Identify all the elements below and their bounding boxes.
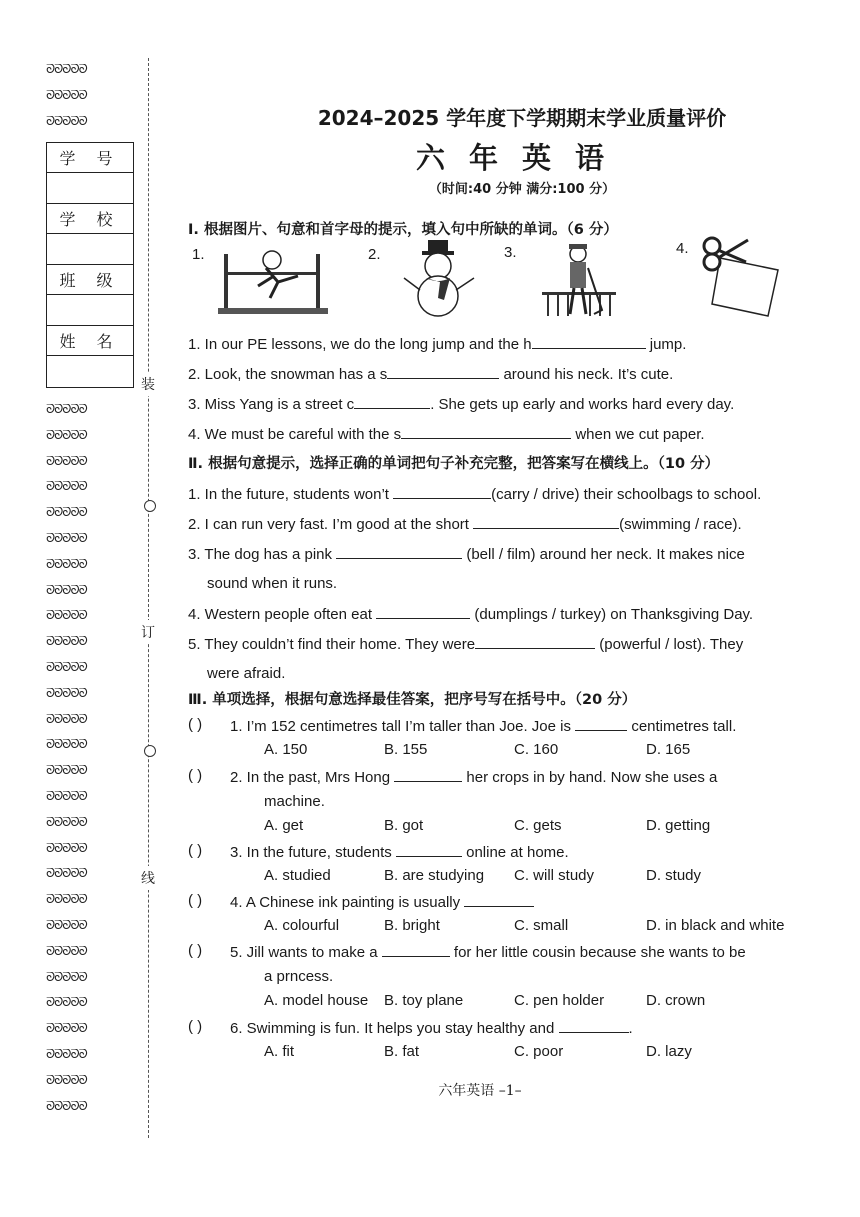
section-3-question <box>230 767 717 788</box>
answer-option[interactable]: B. fat <box>384 1043 420 1060</box>
ornament-row: ᘐᘐᘐᘐᘐ <box>46 610 87 623</box>
ornament-row: ᘐᘐᘐᘐᘐ <box>46 920 87 932</box>
answer-parentheses[interactable]: ( ) <box>188 767 203 784</box>
section-1-heading: Ⅰ. 根据图片、句意和首字母的提示，填入句中所缺的单词。（6 分） <box>188 222 618 238</box>
ornament-row: ᘐᘐᘐᘐᘐ <box>46 1100 87 1113</box>
section-3-heading: Ⅲ. 单项选择，根据句意选择最佳答案，把序号写在括号中。（20 分） <box>188 692 637 708</box>
ornament-row: ᘐᘐᘐᘐᘐ <box>46 1023 87 1036</box>
question-text: 3. In the future, students <box>230 844 396 861</box>
answer-option[interactable]: C. poor <box>514 1043 564 1060</box>
ornament-row: ᘐᘐᘐᘐᘐ <box>46 533 87 545</box>
item-text: 3. The dog has a pink <box>188 546 337 563</box>
question-text: machine. <box>264 793 325 810</box>
answer-option[interactable]: A. 150 <box>264 741 308 758</box>
answer-blank[interactable] <box>532 334 646 349</box>
ornament-row: ᘐᘐᘐᘐᘐ <box>46 945 87 958</box>
item-text: around his neck. It’s cute. <box>499 366 674 383</box>
answer-option[interactable]: A. fit <box>264 1043 295 1060</box>
item-text: (dumplings / turkey) on Thanksgiving Day. <box>470 606 754 623</box>
street-cleaner-icon <box>540 240 618 320</box>
answer-blank[interactable] <box>475 634 595 649</box>
item-text: were afraid. <box>207 665 286 682</box>
answer-parentheses[interactable]: ( ) <box>188 1018 203 1035</box>
item-text: jump. <box>645 336 687 353</box>
ornament-row: ᘐᘐᘐᘐᘐ <box>46 481 87 494</box>
answer-option[interactable]: C. pen holder <box>514 992 605 1009</box>
answer-blank[interactable] <box>393 484 491 499</box>
info-field-class[interactable] <box>47 295 133 326</box>
ornament-row: ᘐᘐᘐᘐᘐ <box>46 636 87 649</box>
item-text: (swimming / race). <box>619 516 742 533</box>
item-text: 1. In our PE lessons, we do the long jump and the h <box>188 336 532 353</box>
ornament-row: ᘐᘐᘐᘐᘐ <box>46 90 87 102</box>
answer-blank[interactable] <box>336 544 462 559</box>
ornament-row: ᘐᘐᘐᘐᘐ <box>46 687 87 700</box>
snowman-scarf-icon <box>398 238 480 318</box>
info-label-name: 姓 名 <box>47 326 133 356</box>
ornament-row: ᘐᘐᘐᘐᘐ <box>46 1049 87 1061</box>
ornament-row: ᘐᘐᘐᘐᘐ <box>46 791 87 803</box>
section-1-item <box>188 364 673 385</box>
item-text: sound when it runs. <box>207 575 338 592</box>
question-text: her crops in by hand. Now she uses a <box>462 769 718 786</box>
answer-option[interactable]: A. get <box>264 817 304 834</box>
answer-option[interactable]: B. got <box>384 817 424 834</box>
item-text: (bell / film) around her neck. It makes nice <box>462 546 745 563</box>
info-field-name[interactable] <box>47 356 133 387</box>
section-2-item-cont <box>207 664 285 684</box>
section-3-question <box>230 1018 633 1039</box>
ornament-row: ᘐᘐᘐᘐᘐ <box>46 1074 87 1087</box>
item-text: (powerful / lost). They <box>595 636 744 653</box>
ornament-row: ᘐᘐᘐᘐᘐ <box>46 868 87 881</box>
item-text: when we cut paper. <box>571 426 705 443</box>
binding-hole-icon <box>144 745 156 757</box>
section-2-item <box>188 514 742 535</box>
section-3-question <box>230 716 736 737</box>
answer-blank[interactable] <box>559 1018 629 1033</box>
question-text: online at home. <box>461 844 569 861</box>
answer-option[interactable]: D. study <box>646 867 702 884</box>
answer-option[interactable]: B. 155 <box>384 741 428 758</box>
section-2-item-cont <box>207 574 337 594</box>
exam-title: 2024–2025 学年度下学期期末学业质量评价 <box>317 106 727 130</box>
question-text: 5. Jill wants to make a <box>230 944 382 961</box>
ornament-row: ᘐᘐᘐᘐᘐ <box>46 816 87 829</box>
pic-number: 2. <box>368 246 381 263</box>
section-1-item <box>188 394 734 415</box>
answer-blank[interactable] <box>376 604 470 619</box>
answer-option[interactable]: D. in black and white <box>646 917 785 934</box>
binding-char-ding: 订 <box>141 620 155 644</box>
answer-blank[interactable] <box>354 394 430 409</box>
binding-char-xian: 线 <box>141 866 155 890</box>
pic-number: 1. <box>192 246 205 263</box>
item-text: 4. We must be careful with the s <box>188 426 402 443</box>
answer-parentheses[interactable]: ( ) <box>188 842 203 859</box>
ornament-row: ᘐᘐᘐᘐᘐ <box>46 894 87 907</box>
question-text: 2. In the past, Mrs Hong <box>230 769 395 786</box>
exam-meta: （时间:40 分钟 满分:100 分） <box>428 182 616 197</box>
answer-option[interactable]: B. are studying <box>384 867 485 884</box>
item-text: 4. Western people often eat <box>188 606 377 623</box>
question-text: a prncess. <box>264 968 334 985</box>
ornament-row: ᘐᘐᘐᘐᘐ <box>46 765 87 778</box>
section-2-item <box>188 484 761 505</box>
section-3-question-cont <box>264 967 333 987</box>
info-label-student-id: 学 号 <box>47 143 133 173</box>
ornament-row: ᘐᘐᘐᘐᘐ <box>46 64 87 76</box>
question-text: 6. Swimming is fun. It helps you stay healthy and <box>230 1020 559 1037</box>
ornament-row: ᘐᘐᘐᘐᘐ <box>46 713 87 726</box>
item-text: (carry / drive) their schoolbags to school. <box>491 486 762 503</box>
answer-option[interactable]: D. crown <box>646 992 706 1009</box>
section-3-question <box>230 892 534 913</box>
section-2-item <box>188 544 745 565</box>
ornament-row: ᘐᘐᘐᘐᘐ <box>46 429 87 442</box>
answer-parentheses[interactable]: ( ) <box>188 716 203 733</box>
answer-blank[interactable] <box>396 842 462 857</box>
answer-option[interactable]: C. small <box>514 917 569 934</box>
info-field-school[interactable] <box>47 234 133 265</box>
answer-option[interactable]: D. 165 <box>646 741 691 758</box>
page-footer: 六年英语 –1– <box>438 1083 522 1099</box>
question-text: for her little cousin because she wants to be <box>449 944 746 961</box>
pic-number: 3. <box>504 244 517 261</box>
binding-char-zhuang: 装 <box>141 372 155 396</box>
answer-blank[interactable] <box>394 767 462 782</box>
ornament-row: ᘐᘐᘐᘐᘐ <box>46 971 87 984</box>
item-text: 3. Miss Yang is a street c <box>188 396 355 413</box>
answer-option[interactable]: B. bright <box>384 917 440 934</box>
answer-blank[interactable] <box>473 514 619 529</box>
answer-parentheses[interactable]: ( ) <box>188 892 203 909</box>
answer-option[interactable]: C. will study <box>514 867 595 884</box>
answer-option[interactable]: C. 160 <box>514 741 559 758</box>
item-text: 2. Look, the snowman has a s <box>188 366 388 383</box>
pic-number: 4. <box>676 240 689 257</box>
question-text: . <box>628 1020 633 1037</box>
ornament-row: ᘐᘐᘐᘐᘐ <box>46 558 87 571</box>
high-jump-boy-icon <box>218 246 328 318</box>
section-3-question <box>230 942 746 963</box>
answer-blank[interactable] <box>401 424 571 439</box>
exam-subject: 六年英语 <box>415 141 628 175</box>
section-3-question <box>230 842 569 863</box>
answer-option[interactable]: A. colourful <box>264 917 340 934</box>
ornament-row: ᘐᘐᘐᘐᘐ <box>46 662 87 674</box>
answer-option[interactable]: D. getting <box>646 817 711 834</box>
answer-blank[interactable] <box>382 942 450 957</box>
answer-option[interactable]: C. gets <box>514 817 562 834</box>
answer-option[interactable]: D. lazy <box>646 1043 692 1060</box>
question-text: 4. A Chinese ink painting is usually <box>230 894 465 911</box>
info-label-school: 学 校 <box>47 204 133 234</box>
answer-option[interactable]: A. studied <box>264 867 331 884</box>
item-text: 1. In the future, students won’t <box>188 486 394 503</box>
item-text: . She gets up early and works hard every day. <box>430 396 735 413</box>
student-info-box <box>46 142 134 388</box>
ornament-row: ᘐᘐᘐᘐᘐ <box>46 842 87 855</box>
scissors-paper-icon <box>698 232 784 318</box>
ornament-row: ᘐᘐᘐᘐᘐ <box>46 507 87 520</box>
info-label-class: 班 级 <box>47 265 133 295</box>
ornament-row: ᘐᘐᘐᘐᘐ <box>46 739 87 752</box>
section-1-item <box>188 334 686 355</box>
section-2-item <box>188 634 743 655</box>
binding-hole-icon <box>144 500 156 512</box>
ornament-row: ᘐᘐᘐᘐᘐ <box>46 116 87 128</box>
ornament-row: ᘐᘐᘐᘐᘐ <box>46 997 87 1010</box>
item-text: 2. I can run very fast. I’m good at the short <box>188 516 474 533</box>
section-2-heading: Ⅱ. 根据句意提示，选择正确的单词把句子补充完整，把答案写在横线上。（10 分） <box>188 456 720 472</box>
answer-blank[interactable] <box>464 892 534 907</box>
question-text: 1. I’m 152 centimetres tall I’m taller than Joe. Joe is <box>230 718 576 735</box>
answer-option[interactable]: A. model house <box>264 992 369 1009</box>
info-field-student-id[interactable] <box>47 173 133 204</box>
ornament-row: ᘐᘐᘐᘐᘐ <box>46 404 87 416</box>
item-text: 5. They couldn’t find their home. They were <box>188 636 476 653</box>
answer-option[interactable]: B. toy plane <box>384 992 464 1009</box>
section-3-question-cont <box>264 792 325 812</box>
binding-dashed-line <box>148 58 149 1138</box>
ornament-row: ᘐᘐᘐᘐᘐ <box>46 584 87 597</box>
section-1-item <box>188 424 705 445</box>
section-2-item <box>188 604 753 625</box>
answer-blank[interactable] <box>575 716 627 731</box>
ornament-row: ᘐᘐᘐᘐᘐ <box>46 455 87 468</box>
answer-parentheses[interactable]: ( ) <box>188 942 203 959</box>
answer-blank[interactable] <box>387 364 499 379</box>
question-text: centimetres tall. <box>627 718 737 735</box>
